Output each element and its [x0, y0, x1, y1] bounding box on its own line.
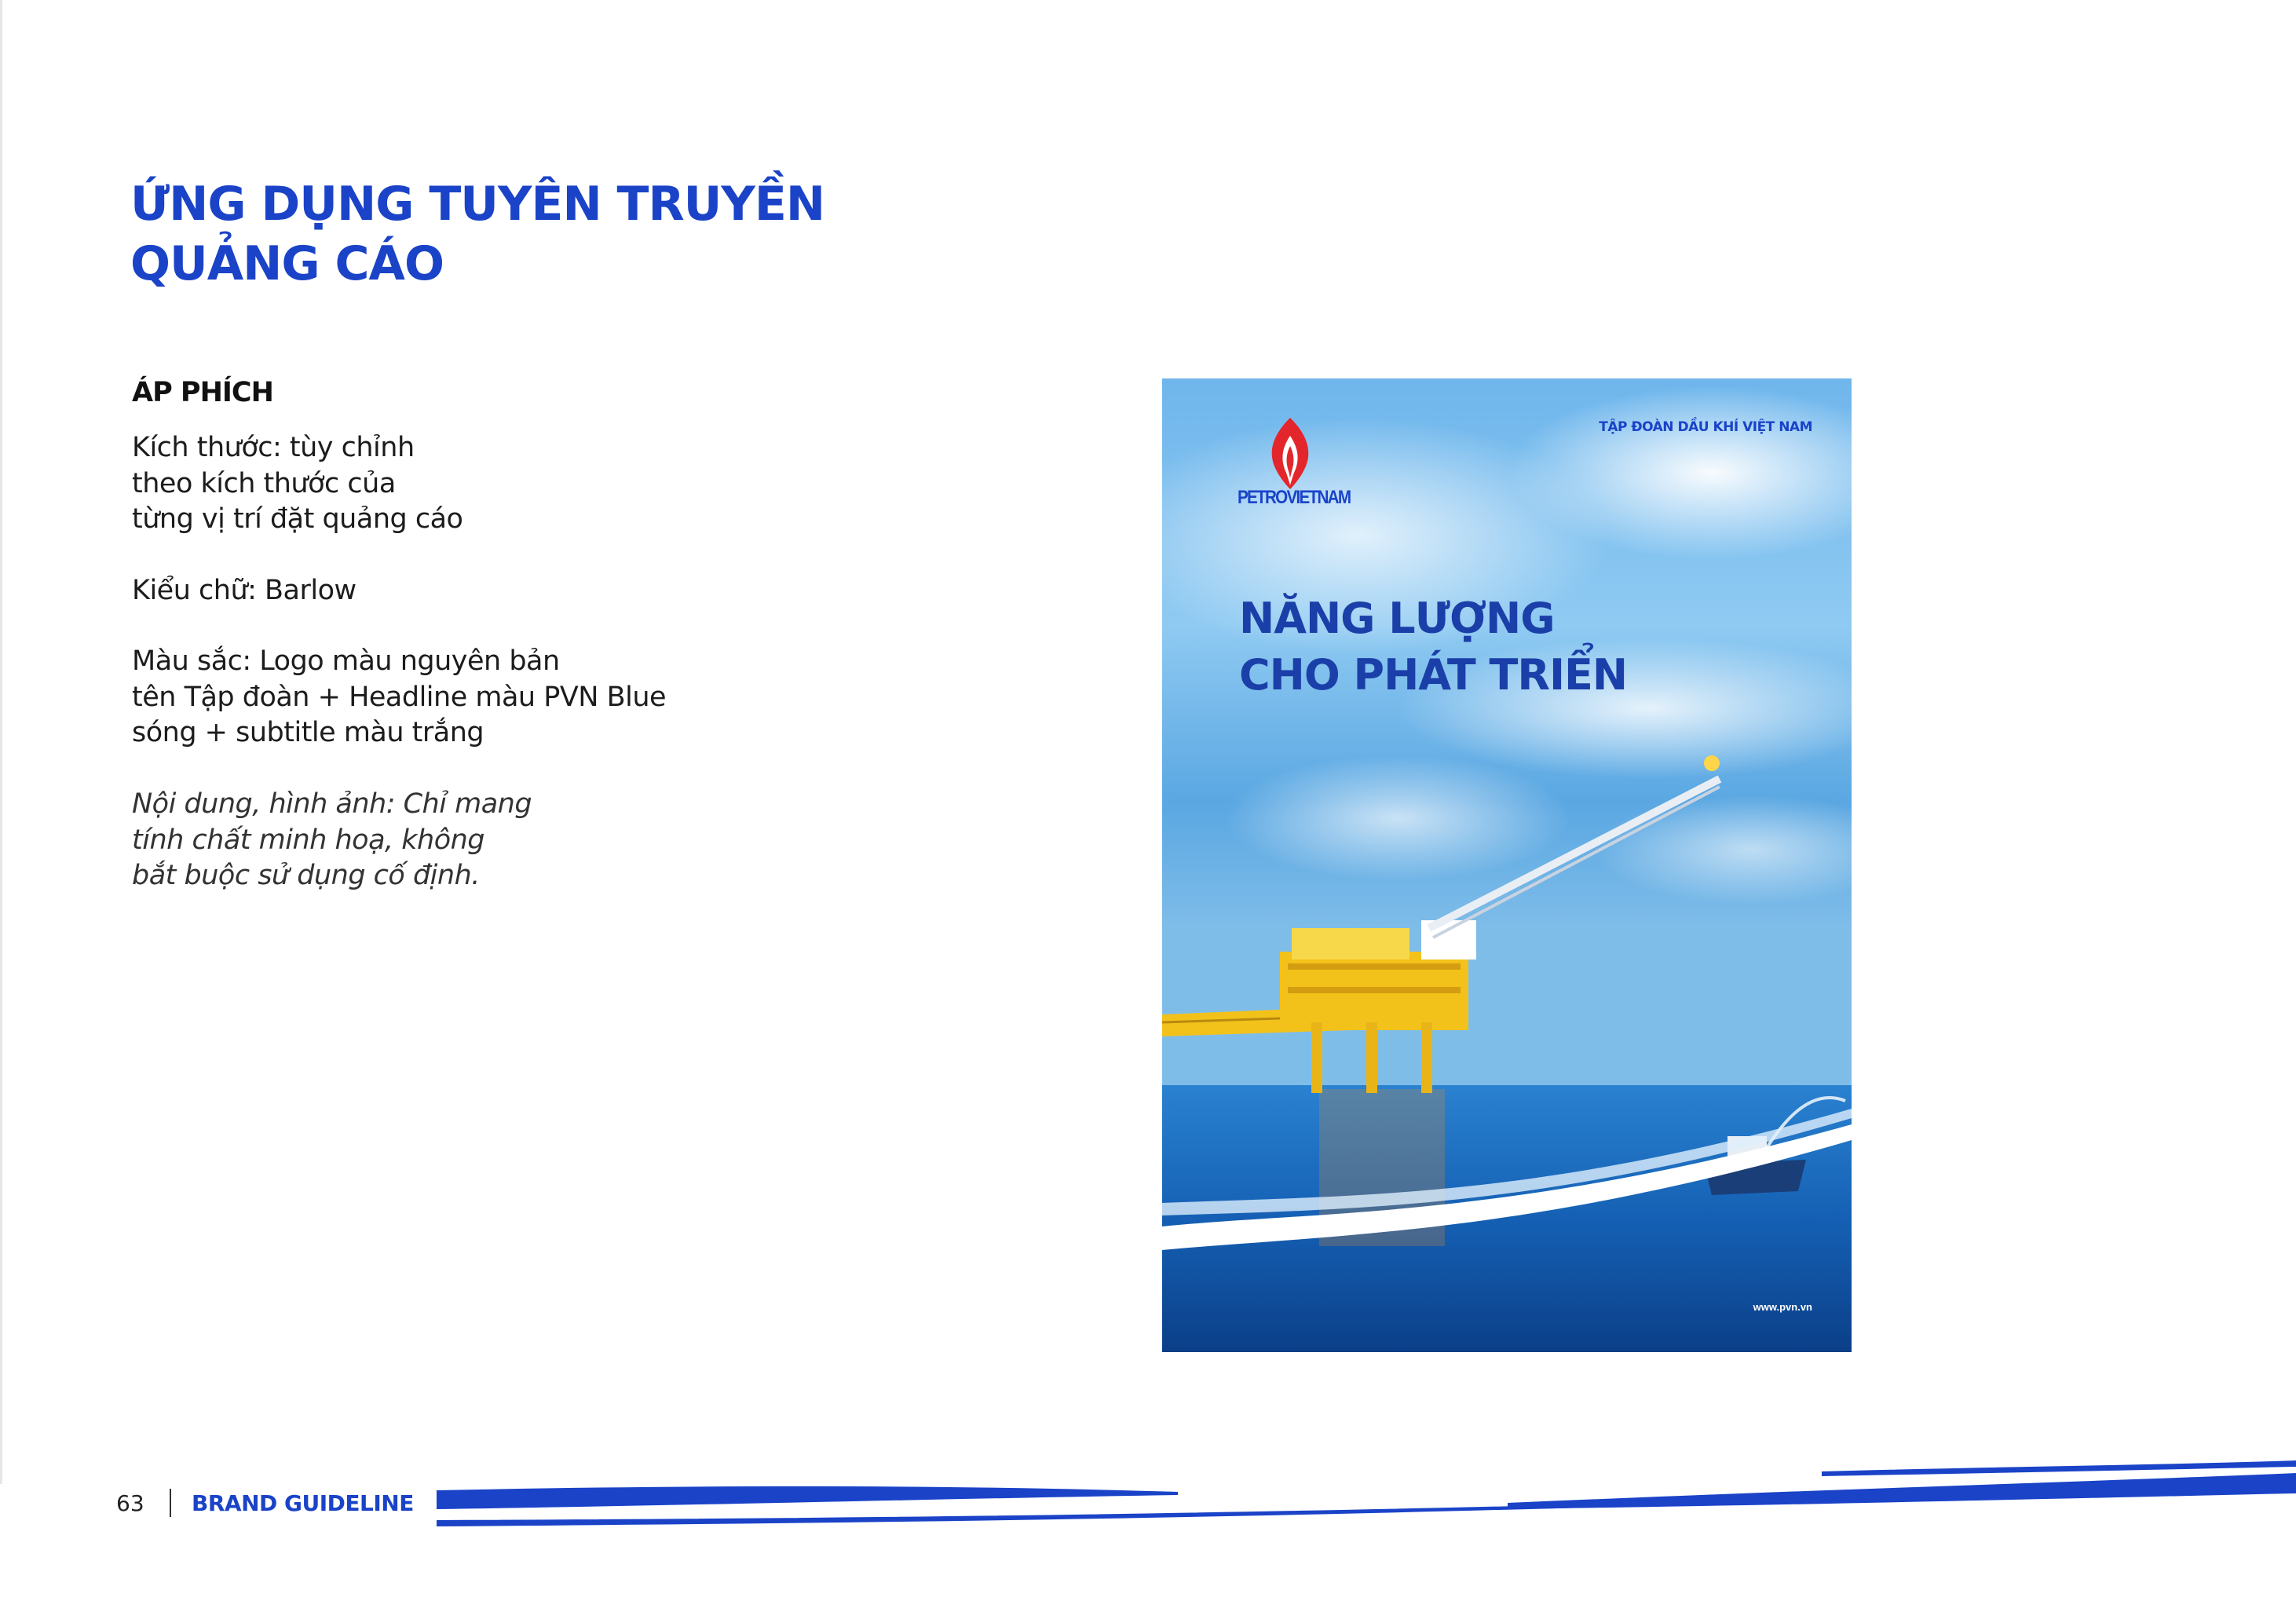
size-line-3: từng vị trí đặt quảng cáo — [132, 503, 463, 535]
color-line-3: sóng + subtitle màu trắng — [132, 717, 484, 748]
poster-group-name: TẬP ĐOÀN DẦU KHÍ VIỆT NAM — [1599, 419, 1812, 435]
note-line-1: Nội dung, hình ảnh: Chỉ mang — [132, 788, 532, 820]
poster-website: www.pvn.vn — [1753, 1301, 1812, 1313]
logo-wordmark: PETROVIETNAM — [1238, 487, 1351, 508]
poster-image — [1162, 378, 1852, 1352]
poster-background — [1162, 378, 1852, 1352]
color-description — [132, 644, 666, 751]
page-left-rule — [0, 0, 2, 1484]
note-line-3: bắt buộc sử dụng cố định. — [132, 860, 480, 891]
font-description: Kiểu chữ: Barlow — [132, 575, 356, 606]
content-note — [132, 787, 532, 894]
size-description — [132, 430, 462, 538]
poster-headline — [1239, 590, 1627, 704]
footer-wave-decoration — [424, 1453, 2296, 1539]
size-line-1: Kích thước: tùy chỉnh — [132, 432, 415, 463]
petrovietnam-logo — [1238, 416, 1351, 510]
page-number: 63 — [116, 1490, 144, 1516]
color-line-1: Màu sắc: Logo màu nguyên bản — [132, 645, 560, 677]
footer-label: BRAND GUIDELINE — [192, 1490, 414, 1516]
footer-separator — [170, 1489, 171, 1517]
poster-headline-line-2: CHO PHÁT TRIỂN — [1239, 650, 1628, 700]
page-title — [130, 174, 824, 294]
page-title-line-1: ỨNG DỤNG TUYÊN TRUYỀN — [130, 177, 825, 232]
size-line-2: theo kích thước của — [132, 467, 396, 499]
note-line-2: tính chất minh hoạ, không — [132, 824, 485, 856]
poster-headline-line-1: NĂNG LƯỢNG — [1239, 594, 1555, 643]
flame-icon — [1263, 416, 1318, 491]
color-line-2: tên Tập đoàn + Headline màu PVN Blue — [132, 681, 667, 713]
page-title-line-2: QUẢNG CÁO — [130, 236, 444, 291]
section-heading: ÁP PHÍCH — [132, 377, 273, 408]
